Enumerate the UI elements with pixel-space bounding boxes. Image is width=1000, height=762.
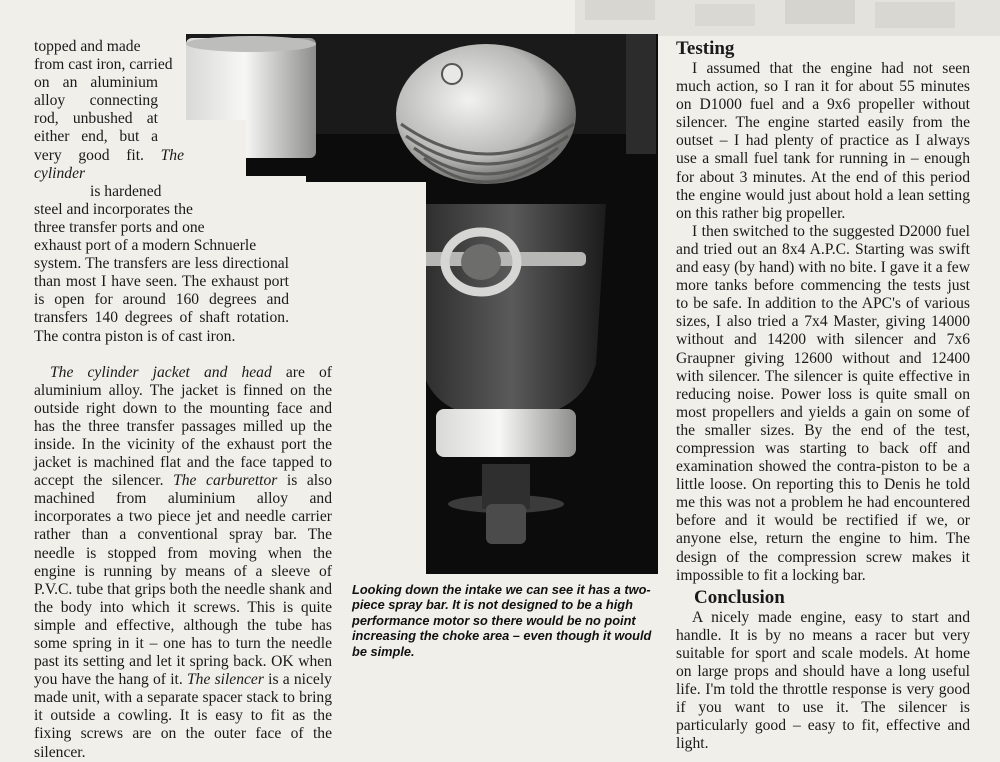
text-line: either end, but a: [34, 128, 158, 146]
cylinder-jacket-paragraph: [34, 364, 332, 762]
text-line: topped and made: [34, 38, 141, 55]
right-column: [676, 38, 970, 753]
text-line: rod, unbushed at: [34, 110, 158, 128]
term-carburettor: The carburettor: [173, 472, 278, 490]
text-line: on an aluminium: [34, 74, 158, 92]
term-silencer: The silencer: [186, 671, 264, 689]
text-line: is hardened: [90, 182, 162, 200]
term-cylinder: The cylinder: [34, 146, 184, 182]
text-block: system. The transfers are less directional than most I have seen. The exhaust port is open for around 160 degrees and transfers 140 degrees of shaft rotation. The contra piston is of cast iron.: [34, 255, 289, 345]
testing-paragraph-2: I then switched to the suggested D2000 fuel and tried out an 8x4 A.P.C. Starting was swift and easy (by hand) with no bite. I gave it a few more tanks before commencing the tests just to be safe. In addition to the APC's of various sizes, I also tried a 7x4 Master, giving 14000 without and 14200 with silencer and 7x6 Graupner giving 12600 without and 12400 with silencer. The silencer is quite effective in reducing noise. Power loss is quite small on most propellers and yields a gain on some of the smaller sizes. By the end of the test, compression was starting to back off and examination showed the contra-piston to be a little loose. On reporting this to Denis he told me this was not a problem he had encountered before and it would be rectified if we, or anyone else, return the engine to him. The design of the compression screw makes it impossible to fit a locking bar.: [676, 222, 970, 584]
left-column: [34, 38, 332, 762]
text-line: exhaust port of a modern Schnuerle: [34, 237, 257, 255]
text-line: steel and incorporates the: [34, 200, 193, 218]
text-span: is also machined from aluminium alloy and incorporates a two piece jet and needle carrier rather than a conventional spray bar. The needle is stopped from moving when the engine is running by means of a sleeve of P.V.C. tube that grips both the needle shank and the body into which it screws. This is quite simple and effective, although the tube has some spring in it – one has to turn the needle past its setting and let it spring back. OK when you have the hang of it.: [34, 472, 332, 689]
term-cylinder-jacket: The cylinder jacket and head: [50, 363, 272, 381]
testing-paragraph-1: I assumed that the engine had not seen much action, so I ran it for about 55 minutes on D1000 fuel and a 9x6 propeller without silencer. The engine started easily from the outset – I had plenty of practice as I always use a small fuel tank for running in – enough for about 3 minutes. At the end of this period the engine would just about hold a lean setting on this rather big propeller.: [676, 60, 970, 222]
photo-caption: Looking down the intake we can see it has a two-piece spray bar. It is not designed to be a high performance motor so there would be no point increasing the choke area – even though it would be simple.: [352, 582, 652, 659]
text-line: alloy connecting: [34, 92, 158, 110]
text-span: is a nicely made unit, with a separate spacer stack to bring it outside a cowling. It is easy to fit as the fixing screws are on the outer face of the silencer.: [34, 671, 332, 761]
text-line: three transfer ports and one: [34, 218, 205, 236]
text-line: very good fit.: [34, 146, 144, 164]
conclusion-paragraph: A nicely made engine, easy to start and handle. It is by no means a racer but very suitable for sport and scale models. At home on large props and should have a long useful life. I'm told the throttle response is very good if you want to use it. The silencer is particularly good – easy to fit, effective and light.: [676, 608, 970, 753]
conclusion-heading: Conclusion: [694, 586, 785, 608]
text-line: from cast iron, carried: [34, 56, 173, 74]
testing-heading: Testing: [676, 38, 735, 59]
intro-paragraph: [34, 38, 332, 346]
text-span: are of aluminium alloy. The jacket is finned on the outside right down to the mounting face and has the three transfer passages milled up the inside. In the vicinity of the exhaust port the jacket is machined flat and the face tapped to accept the silencer.: [34, 363, 332, 490]
bleed-through-heading: [575, 0, 1000, 36]
